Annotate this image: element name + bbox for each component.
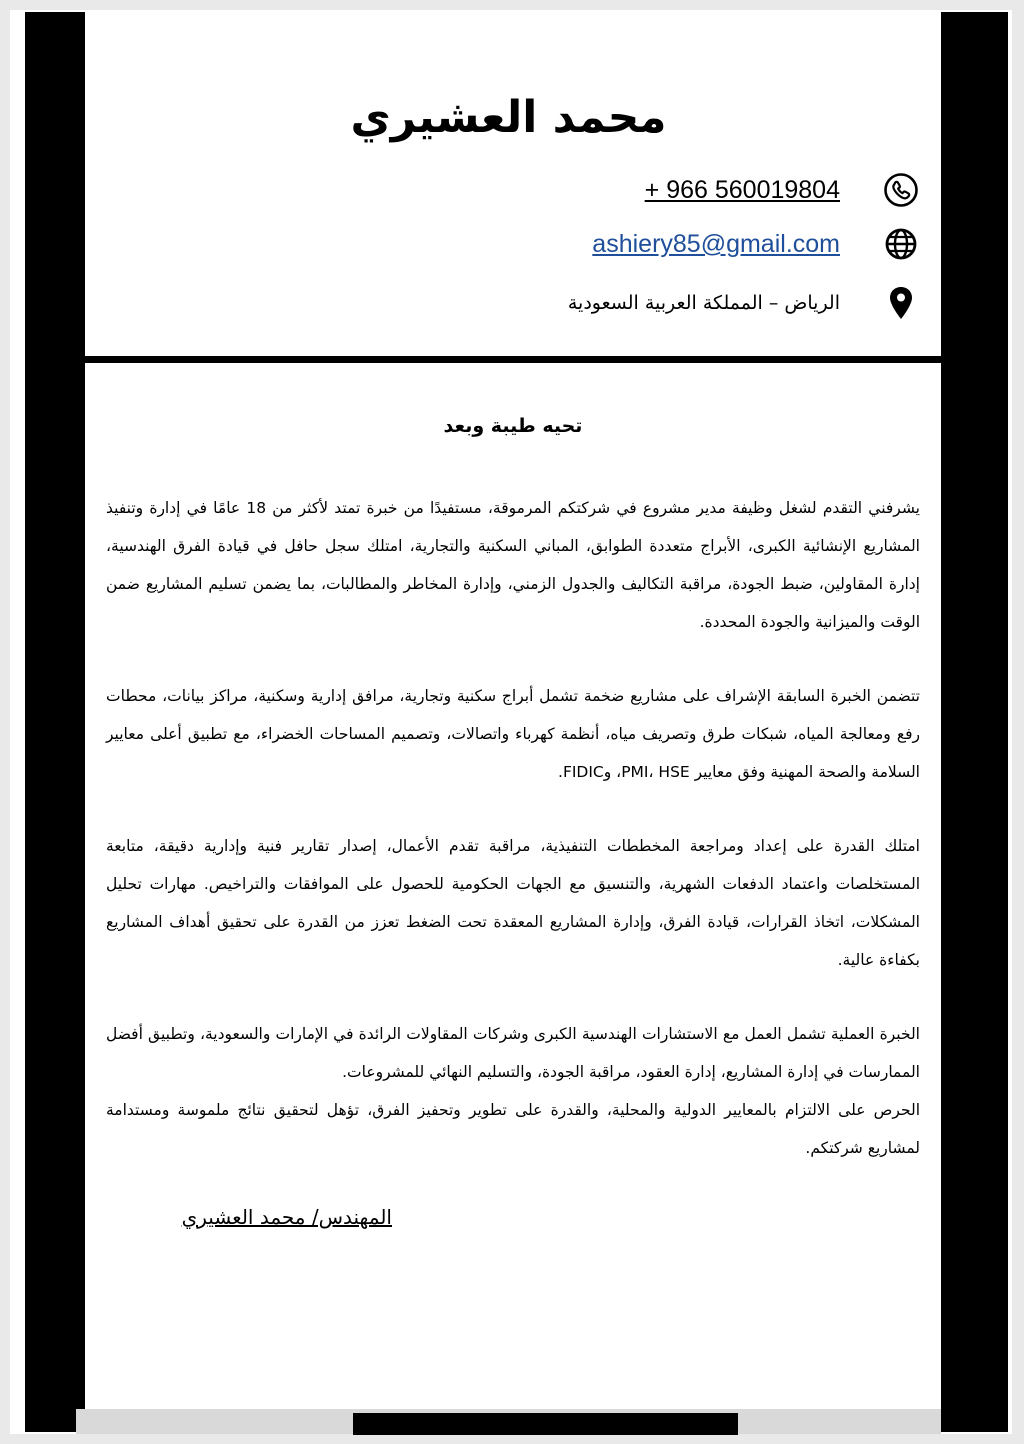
location-row <box>410 280 920 326</box>
applicant-name: محمد العشيري <box>350 92 667 143</box>
phone-icon <box>882 171 920 209</box>
location-pin-icon <box>882 284 920 322</box>
phone-number[interactable]: + 966 560019804 <box>644 176 840 204</box>
location-text: الرياض – المملكة العربية السعودية <box>567 292 840 314</box>
footer-bar <box>353 1413 738 1435</box>
letter-paragraph: يشرفني التقدم لشغل وظيفة مدير مشروع في شركتكم المرموقة، مستفيدًا من خبرة تمتد لأكثر من 18 عامًا في إدارة وتنفيذ المشاريع الإنشائية الكبرى، الأبراج متعددة الطوابق، المباني السكنية والتجارية، امتلك سجل حافل في قيادة الفرق الهندسية، إدارة المقاولين، ضبط الجودة، مراقبة التكاليف والجدول الزمني، وإدارة المخاطر والمطالبات، بما يضمن تسليم المشاريع ضمن الوقت والميزانية والجودة المحددة. <box>106 499 920 631</box>
letter-greeting: تحيه طيبة وبعد <box>443 415 583 437</box>
letter-paragraph: الخبرة العملية تشمل العمل مع الاستشارات الهندسية الكبرى وشركات المقاولات الرائدة في الإمارات والسعودية، وتطبيق أفضل الممارسات في إدارة المشاريع، إدارة العقود، مراقبة الجودة، والتسليم النهائي للمشروعات. <box>106 1025 920 1081</box>
left-border-bar <box>25 12 85 1432</box>
right-border-bar <box>941 12 1008 1432</box>
globe-icon <box>882 225 920 263</box>
signature: المهندس/ محمد العشيري <box>181 1205 392 1229</box>
document-page <box>10 10 1012 1434</box>
email-row <box>410 221 920 267</box>
email-link[interactable]: ashiery85@gmail.com <box>592 230 840 258</box>
header-divider <box>76 356 941 363</box>
letter-paragraph: امتلك القدرة على إعداد ومراجعة المخططات التنفيذية، مراقبة تقدم الأعمال، إصدار تقارير فنية وإدارية دقيقة، متابعة المستخلصات واعتماد الدفعات الشهرية، والتنسيق مع الجهات الحكومية للحصول على الموافقات والتراخيص. مهارات تحليل المشكلات، اتخاذ القرارات، قيادة الفرق، وإدارة المشاريع المعقدة تحت الضغط تعزز من القدرة على تحقيق أهداف المشاريع بكفاءة عالية. <box>106 837 920 969</box>
letter-paragraph: الحرص على الالتزام بالمعايير الدولية والمحلية، والقدرة على تطوير وتحفيز الفرق، تؤهل لتحقيق نتائج ملموسة ومستدامة لمشاريع شركتكم. <box>106 1101 920 1157</box>
letter-body <box>106 415 920 1203</box>
phone-row <box>410 167 920 213</box>
letter-paragraph: تتضمن الخبرة السابقة الإشراف على مشاريع ضخمة تشمل أبراج سكنية وتجارية، مرافق إدارية وسكنية، مراكز بيانات، محطات رفع ومعالجة المياه، شبكات طرق وتصريف مياه، أنظمة كهرباء واتصالات، وتصميم المساحات الخضراء، مع تطبيق أعلى معايير السلامة والصحة المهنية وفق معايير PMI، HSE، وFIDIC. <box>106 687 920 781</box>
